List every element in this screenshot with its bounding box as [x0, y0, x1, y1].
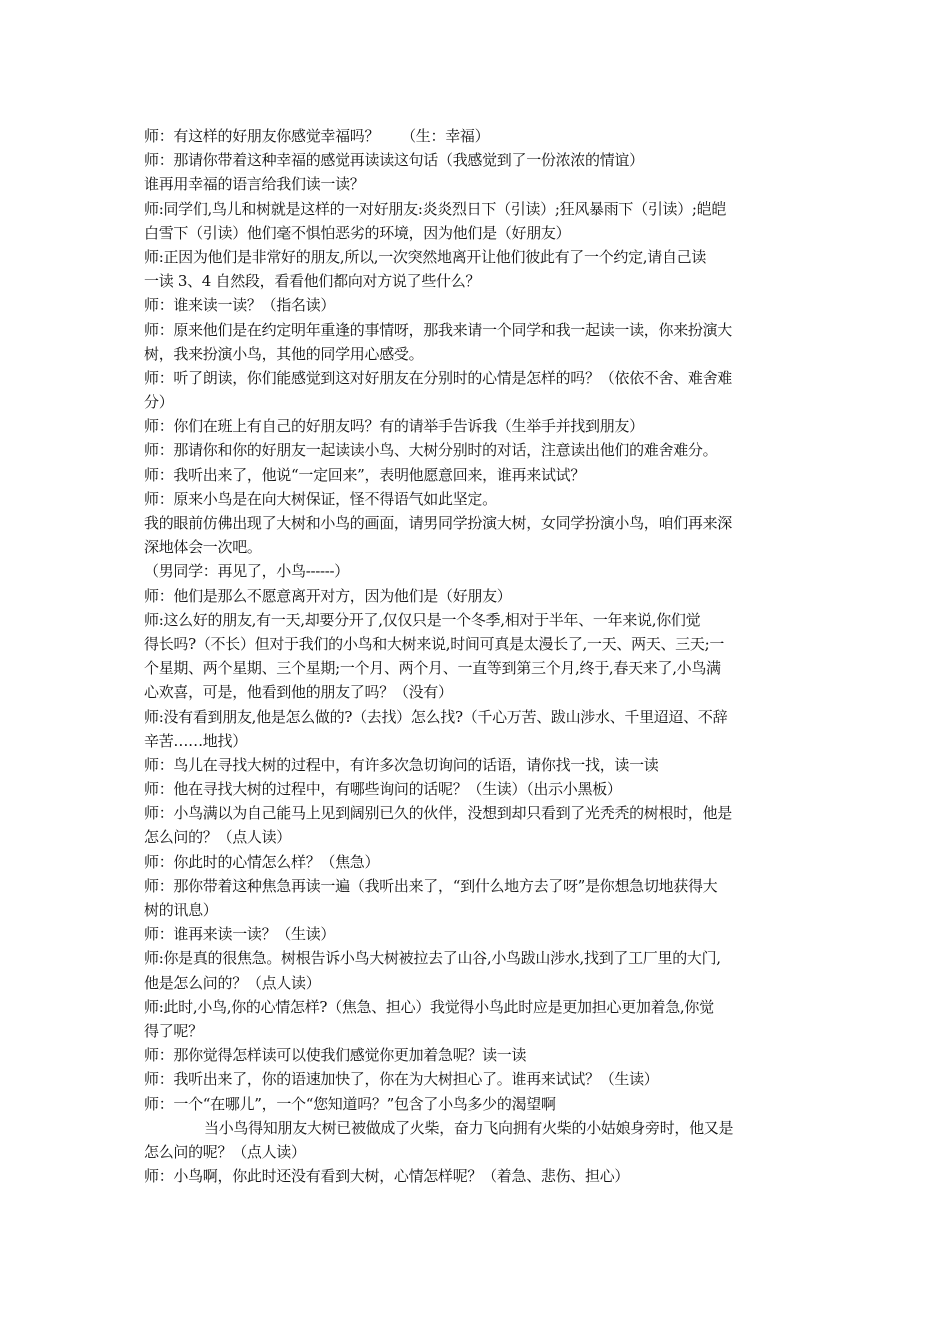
- text-line: 师：那你觉得怎样读可以使我们感觉你更加着急呢？读一读: [144, 1046, 527, 1065]
- text-line: 怎么问的？（点人读）: [144, 828, 292, 847]
- text-line: 师：听了朗读，你们能感觉到这对好朋友在分别时的心情是怎样的吗？（依依不舍、难舍难: [144, 368, 733, 387]
- text-line: 师：你们在班上有自己的好朋友吗？有的请举手告诉我（生举手并找到朋友）: [144, 417, 644, 436]
- text-line: 师：那请你和你的好朋友一起读读小鸟、大树分别时的对话，注意读出他们的难舍难分。: [144, 441, 718, 460]
- text-line: 他是怎么问的？（点人读）: [144, 973, 321, 992]
- text-line: 师:此时,小鸟,你的心情怎样?（焦急、担心）我觉得小鸟此时应是更加担心更加着急,你觉: [144, 997, 714, 1016]
- text-line: 师:这么好的朋友,有一天,却要分开了,仅仅只是一个冬季,相对于半年、一年来说,你们觉: [144, 610, 701, 629]
- text-line: 师:同学们,鸟儿和树就是这样的一对好朋友:炎炎烈日下（引读）;狂风暴雨下（引读）;皑皑: [144, 199, 727, 218]
- text-line: 师:正因为他们是非常好的朋友,所以,一次突然地离开让他们彼此有了一个约定,请自己读: [144, 247, 707, 266]
- text-line: 怎么问的呢？（点人读）: [144, 1142, 306, 1161]
- text-line: 心欢喜，可是，他看到他的朋友了吗？（没有）: [144, 683, 453, 702]
- text-line: 师：我听出来了，他说“一定回来”，表明他愿意回来，谁再来试试？: [144, 465, 586, 484]
- text-line-indented: 当小鸟得知朋友大树已被做成了火柴，奋力飞向拥有火柴的小姑娘身旁时，他又是: [204, 1118, 734, 1137]
- text-line: 白雪下（引读）他们毫不惧怕恶劣的环境，因为他们是（好朋友）: [144, 223, 571, 242]
- text-line: 师：原来他们是在约定明年重逢的事情呀，那我来请一个同学和我一起读一读，你来扮演大: [144, 320, 733, 339]
- text-line: 师：原来小鸟是在向大树保证，怪不得语气如此坚定。: [144, 489, 497, 508]
- text-line: （男同学：再见了，小鸟------）: [144, 562, 350, 581]
- text-line: 师:你是真的很焦急。树根告诉小鸟大树被拉去了山谷,小鸟跋山涉水,找到了工厂里的大门,: [144, 949, 721, 968]
- text-line: 师：谁来读一读？（指名读）: [144, 296, 336, 315]
- text-line: 树，我来扮演小鸟，其他的同学用心感受。: [144, 344, 424, 363]
- text-line: 深地体会一次吧。: [144, 538, 262, 557]
- document-page: [144, 124, 814, 1188]
- text-line: 师：你此时的心情怎么样？（焦急）: [144, 852, 380, 871]
- text-line: 辛苦……地找）: [144, 731, 247, 750]
- text-line: 得长吗?（不长）但对于我们的小鸟和大树来说,时间可真是太漫长了,一天、两天、三天;一: [144, 634, 725, 653]
- text-line: 师：谁再来读一读？（生读）: [144, 925, 336, 944]
- text-line: 师：小鸟啊，你此时还没有看到大树，心情怎样呢？（着急、悲伤、担心）: [144, 1167, 630, 1186]
- text-line: 分）: [144, 393, 174, 412]
- text-line: 树的讯息）: [144, 901, 218, 919]
- text-line: 师：一个“在哪儿”，一个“您知道吗？”包含了小鸟多少的渴望啊: [144, 1094, 556, 1113]
- text-line: 师：我听出来了，你的语速加快了，你在为大树担心了。谁再来试试？（生读）: [144, 1070, 659, 1089]
- text-line: 谁再用幸福的语言给我们读一读？: [144, 175, 365, 194]
- text-line: 师：他在寻找大树的过程中，有哪些询问的话呢？（生读）（出示小黑板）: [144, 780, 622, 799]
- text-line: 个星期、两个星期、三个星期;一个月、两个月、一直等到第三个月,终于,春天来了,小鸟满: [144, 659, 721, 678]
- text-line: 一读 3、4 自然段，看看他们都向对方说了些什么？: [144, 272, 481, 291]
- text-line: 师：那请你带着这种幸福的感觉再读读这句话（我感觉到了一份浓浓的情谊）: [144, 151, 644, 170]
- text-line: 师：鸟儿在寻找大树的过程中，有许多次急切询问的话语，请你找一找，读一读: [144, 755, 659, 774]
- text-line: 师：那你带着这种焦急再读一遍（我听出来了，“到什么地方去了呀”是你想急切地获得大: [144, 876, 718, 895]
- text-line: 我的眼前仿佛出现了大树和小鸟的画面，请男同学扮演大树，女同学扮演小鸟，咱们再来深: [144, 514, 733, 532]
- text-line: 师：小鸟满以为自己能马上见到阔别已久的伙伴，没想到却只看到了光秃秃的树根时，他是: [144, 804, 733, 823]
- text-line: 师：有这样的好朋友你感觉幸福吗？ （生：幸福）: [144, 127, 490, 145]
- text-line: 师：他们是那么不愿意离开对方，因为他们是（好朋友）: [144, 586, 512, 605]
- text-line: 得了呢？: [144, 1021, 203, 1040]
- text-line: 师:没有看到朋友,他是怎么做的?（去找）怎么找?（千心万苦、跋山涉水、千里迢迢、不辞: [144, 707, 728, 726]
